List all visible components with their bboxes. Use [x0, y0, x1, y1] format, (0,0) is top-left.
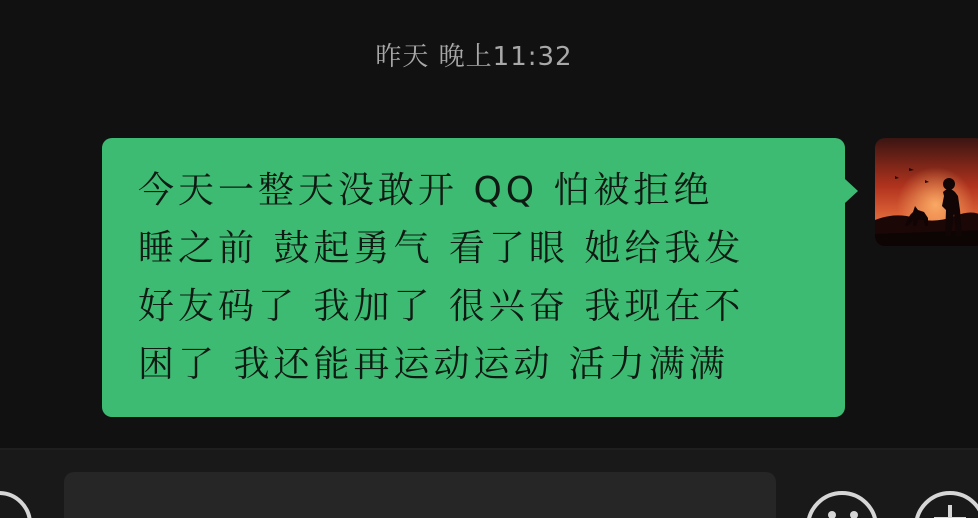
message-line: 困了 我还能再运动运动 活力满满	[138, 344, 729, 385]
user-avatar-icon[interactable]	[875, 138, 978, 246]
message-input[interactable]	[64, 472, 776, 518]
bubble-tail	[845, 179, 858, 203]
emoji-eye-left	[828, 511, 836, 518]
message-bubble[interactable]	[102, 138, 845, 417]
emoji-eye-right	[850, 511, 858, 518]
message-line: 睡之前 鼓起勇气 看了眼 她给我发	[138, 228, 745, 269]
message-timestamp: 昨天 晚上11:32	[375, 42, 573, 72]
message-line: 好友码了 我加了 很兴奋 我现在不	[138, 286, 745, 327]
message-line: 今天一整天没敢开 QQ 怕被拒绝	[138, 170, 714, 211]
